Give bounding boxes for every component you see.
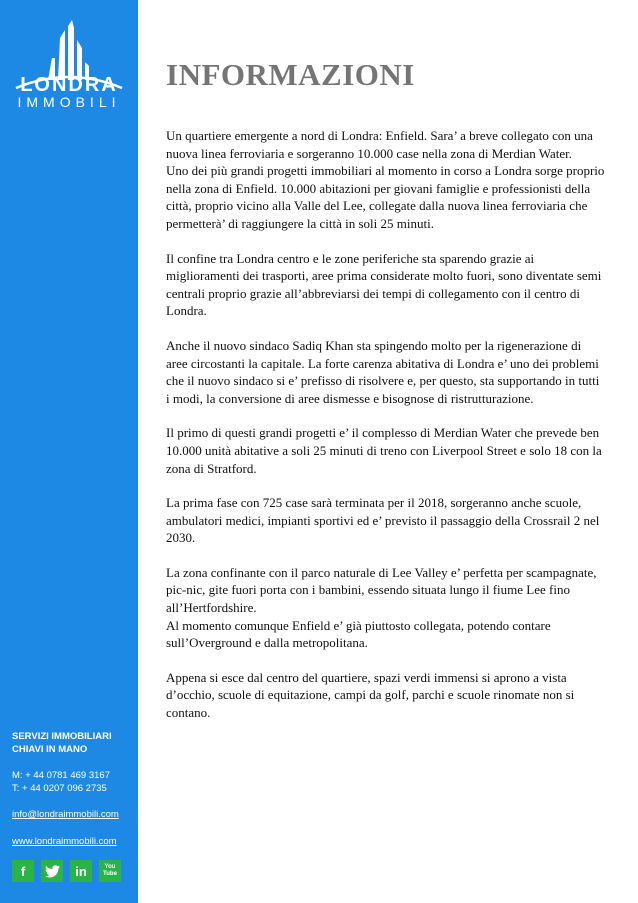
page-title: INFORMAZIONI — [166, 57, 415, 92]
paragraph — [166, 127, 606, 233]
sentence: Il primo di questi grandi progetti e’ il complesso di Merdian Water che prevede ben 10.000 unità abitative a soli 25 minuti di treno con Liverpool Street e solo 18 con la zona di Stratford. — [166, 425, 602, 476]
paragraph — [166, 424, 606, 477]
sentence: Appena si esce dal centro del quartiere, spazi verdi immensi si aprono a vista d’occhio, scuole di equitazione, campi da golf, parchi e scuole rinomate non si contano. — [166, 669, 575, 721]
linkedin-icon[interactable] — [70, 860, 92, 882]
contact-title-line2: CHIAVI IN MANO — [12, 743, 88, 755]
phone-telephone: T: + 44 0207 096 2735 — [12, 782, 107, 794]
facebook-icon[interactable] — [12, 860, 34, 882]
sentence: La prima fase con 725 case sarà terminata per il 2018, sorgeranno anche scuole, ambulatori medici, impianti sportivi ed e’ previsto il passaggio della Crossrail 2 nel 2030. — [166, 495, 600, 546]
sidebar — [0, 0, 138, 903]
main-content — [166, 55, 606, 739]
sentence: Al momento comunque Enfield e’ già piuttosto collegata, potendo contare sull’Overground e dalla metropolitana. — [166, 617, 551, 651]
facebook-glyph: f — [20, 863, 26, 879]
brand-subtitle: IMMOBILI — [17, 94, 121, 110]
phone-mobile: M: + 44 0781 469 3167 — [12, 770, 110, 781]
youtube-icon[interactable] — [99, 860, 121, 882]
paragraph — [166, 669, 606, 722]
article-body — [166, 127, 606, 722]
twitter-bird-icon — [45, 865, 60, 878]
sentence: Un quartiere emergente a nord di Londra: Enfield. Sara’ a breve collegato con una nuova linea ferroviaria e sorgeranno 10.000 case nella zona di Merdian Water. — [166, 128, 593, 161]
contact-block — [12, 731, 136, 848]
social-links — [12, 860, 121, 882]
youtube-glyph: You Tube — [103, 864, 117, 877]
email-link[interactable]: info@londraimmobili.com — [12, 809, 119, 820]
paragraph — [166, 564, 606, 652]
sentence: Il confine tra Londra centro e le zone periferiche sta sparendo grazie ai miglioramenti dei trasporti, aree prima considerate molto fuori, sono diventate semi centrali proprio grazie all’abbreviarsi dei tempi di collegamento con il centro di Londra. — [166, 250, 602, 319]
sentence: Anche il nuovo sindaco Sadiq Khan sta spingendo molto per la rigenerazione di aree circostanti la capitale. La forte carenza abitativa di Londra e’ uno dei problemi che il nuovo sindaco si e’ prefisso di risolvere e, per questo, sta supportando in tutti i modi, la conversione di aree dismesse e bisognose di ristrutturazione. — [166, 337, 600, 406]
paragraph — [166, 337, 606, 407]
contact-title-line1: SERVIZI IMMOBILIARI — [12, 731, 112, 742]
paragraph — [166, 494, 606, 547]
paragraph — [166, 250, 606, 320]
linkedin-glyph: in — [75, 863, 87, 879]
brand-name: LONDRA — [20, 74, 118, 96]
website-link[interactable]: www.londraimmobili.com — [12, 835, 117, 847]
sentence: La zona confinante con il parco naturale di Lee Valley e’ perfetta per scampagnate, pic-nic, gite fuori porta con i bambini, essendo situata lungo il fiume Lee fino all’Hertfordshire. — [166, 564, 597, 616]
sentence: Uno dei più grandi progetti immobiliari al momento in corso a Londra sorge proprio nella zona di Enfield. 10.000 abitazioni per giovani famiglie e professionisti della città, proprio vicino alla Valle del Lee, collegate dalla nuova linea ferroviaria che permetterà’ di raggiungere la città in soli 25 minuti. — [166, 163, 605, 231]
twitter-icon[interactable] — [41, 860, 63, 882]
